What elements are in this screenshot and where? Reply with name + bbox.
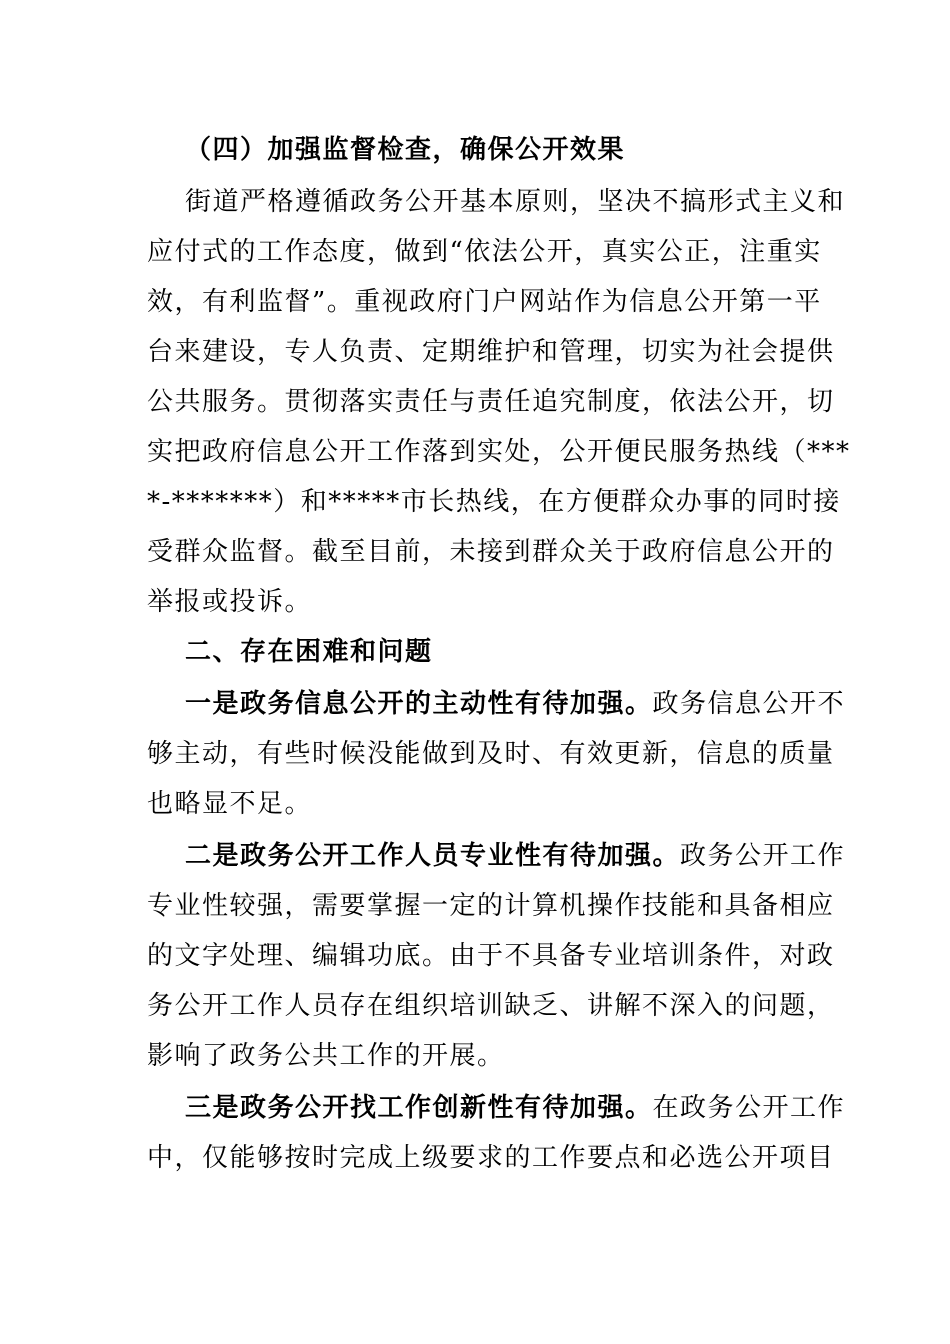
- item2-lead-line: [185, 836, 846, 876]
- paragraph-line: 够主动，有些时候没能做到及时、有效更新，信息的质量: [147, 739, 835, 769]
- paragraph-line: 公共服务。贯彻落实责任与责任追究制度，依法公开，切: [147, 387, 835, 417]
- paragraph-line: 街道严格遵循政务公开基本原则，坚决不搞形式主义和: [185, 187, 846, 217]
- item1-lead-line: [185, 684, 846, 724]
- paragraph-line: 专业性较强，需要掌握一定的计算机操作技能和具备相应: [147, 891, 835, 921]
- paragraph-line: 的文字处理、编辑功底。由于不具备专业培训条件，对政: [147, 941, 835, 971]
- item2-lead-bold: 二是政务公开工作人员专业性有待加强。: [185, 841, 681, 871]
- part2-heading: 二、存在困难和问题: [185, 637, 433, 667]
- section4-heading: （四）加强监督检查，确保公开效果: [185, 135, 626, 165]
- paragraph-line: 影响了政务公共工作的开展。: [147, 1041, 505, 1071]
- paragraph-line: 举报或投诉。: [147, 587, 313, 617]
- paragraph-line: *-*******）和*****市长热线，在方便群众办事的同时接: [147, 487, 841, 517]
- paragraph-line: 中，仅能够按时完成上级要求的工作要点和必选公开项目: [147, 1143, 835, 1173]
- paragraph-line: 务公开工作人员存在组织培训缺乏、讲解不深入的问题，: [147, 991, 835, 1021]
- paragraph-line: 应付式的工作态度，做到“依法公开，真实公正，注重实: [147, 237, 822, 267]
- paragraph-line: 也略显不足。: [147, 789, 313, 819]
- item2-lead-rest: 政务公开工作: [680, 841, 846, 871]
- paragraph-line: 效，有利监督”。重视政府门户网站作为信息公开第一平: [147, 287, 822, 317]
- item1-lead-rest: 政务信息公开不: [652, 689, 846, 719]
- item1-lead-bold: 一是政务信息公开的主动性有待加强。: [185, 689, 653, 719]
- paragraph-line: 台来建设，专人负责、定期维护和管理，切实为社会提供: [147, 337, 835, 367]
- item3-lead-rest: 在政务公开工作: [652, 1093, 846, 1123]
- item3-lead-bold: 三是政务公开找工作创新性有待加强。: [185, 1093, 653, 1123]
- item3-lead-line: [185, 1088, 846, 1128]
- paragraph-line: 受群众监督。截至目前，未接到群众关于政府信息公开的: [147, 537, 835, 567]
- paragraph-line: 实把政府信息公开工作落到实处，公开便民服务热线（***: [147, 437, 851, 467]
